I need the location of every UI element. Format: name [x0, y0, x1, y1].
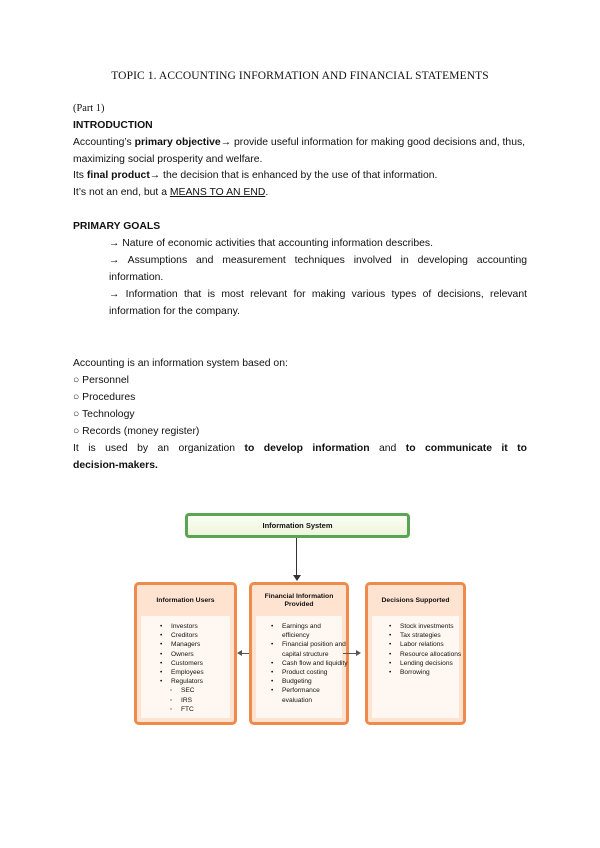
goals-heading: PRIMARY GOALS	[73, 221, 161, 232]
list-item: • Investors	[159, 622, 204, 631]
list-item: • Customers	[159, 659, 204, 668]
list-item: • Budgeting	[270, 677, 348, 686]
list-item: • Owners	[159, 650, 204, 659]
system-intro: Accounting is an information system based on:	[73, 358, 288, 369]
system-summary-bold-2: to communicate it to decision-makers.	[73, 443, 527, 471]
intro-p2-bold: final product	[86, 170, 150, 181]
intro-p1-bold: primary objective	[134, 137, 221, 148]
system-summary-text: It is used by an organization	[73, 443, 245, 454]
list-item: • Borrowing	[388, 668, 468, 677]
information-users-box	[134, 582, 237, 725]
information-users-panel	[141, 616, 230, 718]
goal-item-2: → Assumptions and measurement techniques involved in developing accounting information.	[109, 255, 527, 283]
financial-title-line-2: Provided	[284, 600, 314, 608]
intro-paragraph-1	[73, 135, 527, 168]
part-label: (Part 1)	[73, 103, 105, 114]
intro-heading: INTRODUCTION	[73, 120, 153, 131]
financial-information-title	[252, 585, 346, 616]
financial-information-panel	[256, 616, 348, 718]
intro-p1-rest: → provide useful information for making good decisions and, thus, maximizing social prosperity and welfare.	[73, 137, 526, 165]
arrow-left-icon	[237, 650, 242, 656]
list-item: • Regulators	[159, 677, 204, 686]
list-item: • Employees	[159, 668, 204, 677]
goal-item-1: → Nature of economic activities that accounting information describes.	[109, 238, 433, 249]
information-system-box: Information System	[185, 513, 410, 538]
list-subitem: ◦ IRS	[159, 696, 204, 705]
list-subitem: ◦ SEC	[159, 686, 204, 695]
arrow-right-icon	[356, 650, 361, 656]
list-item: • Stock investments	[388, 622, 468, 631]
financial-title-line-1: Financial Information	[264, 592, 334, 600]
arrow-down-icon	[293, 575, 301, 581]
intro-p3-rest: .	[265, 187, 269, 198]
decisions-supported-box	[365, 582, 466, 725]
decisions-supported-list	[388, 622, 468, 677]
system-item-personnel: ○ Personnel	[73, 375, 129, 386]
intro-p2-rest: → the decision that is enhanced by the use of that information.	[149, 170, 438, 181]
system-summary-and: and	[369, 443, 406, 454]
decisions-supported-title: Decisions Supported	[381, 596, 450, 604]
list-item: • Tax strategies	[388, 631, 468, 640]
list-item: • Earnings and efficiency	[270, 622, 348, 640]
list-item: • Lending decisions	[388, 659, 468, 668]
list-item: • Resource allocations	[388, 650, 468, 659]
information-users-title: Information Users	[156, 596, 215, 604]
list-item: • Product costing	[270, 668, 348, 677]
system-summary-bold-1: to develop information	[244, 443, 370, 454]
list-item: • Cash flow and liquidity	[270, 659, 348, 668]
list-item: • Labor relations	[388, 640, 468, 649]
financial-information-box	[249, 582, 349, 725]
decisions-supported-panel	[372, 616, 462, 718]
intro-p1-text: Accounting’s	[73, 137, 135, 148]
intro-p2-text: Its	[73, 170, 87, 181]
intro-p3-text: It’s not an end, but a	[73, 187, 170, 198]
list-item: • Creditors	[159, 631, 204, 640]
intro-paragraph-2	[73, 168, 527, 185]
intro-paragraph-3	[73, 185, 527, 202]
arrow-right-line	[343, 653, 357, 654]
list-item: • Performance evaluation	[270, 686, 348, 704]
list-item: • Managers	[159, 640, 204, 649]
intro-p3-underline: MEANS TO AN END	[169, 187, 266, 198]
page-title: TOPIC 1. ACCOUNTING INFORMATION AND FINANCIAL STATEMENTS	[111, 70, 489, 82]
arrow-down-line	[296, 538, 297, 576]
list-subitem: ◦ FTC	[159, 705, 204, 714]
financial-information-list	[270, 622, 348, 705]
list-item: • Financial position and capital structure	[270, 640, 348, 658]
system-item-procedures: ○ Procedures	[73, 392, 136, 403]
system-summary	[73, 441, 527, 474]
information-users-list	[159, 622, 204, 714]
system-item-technology: ○ Technology	[73, 409, 135, 420]
goal-item-3: → Information that is most relevant for making various types of decisions, relevant information for the company.	[109, 289, 527, 317]
system-item-records: ○ Records (money register)	[73, 426, 200, 437]
